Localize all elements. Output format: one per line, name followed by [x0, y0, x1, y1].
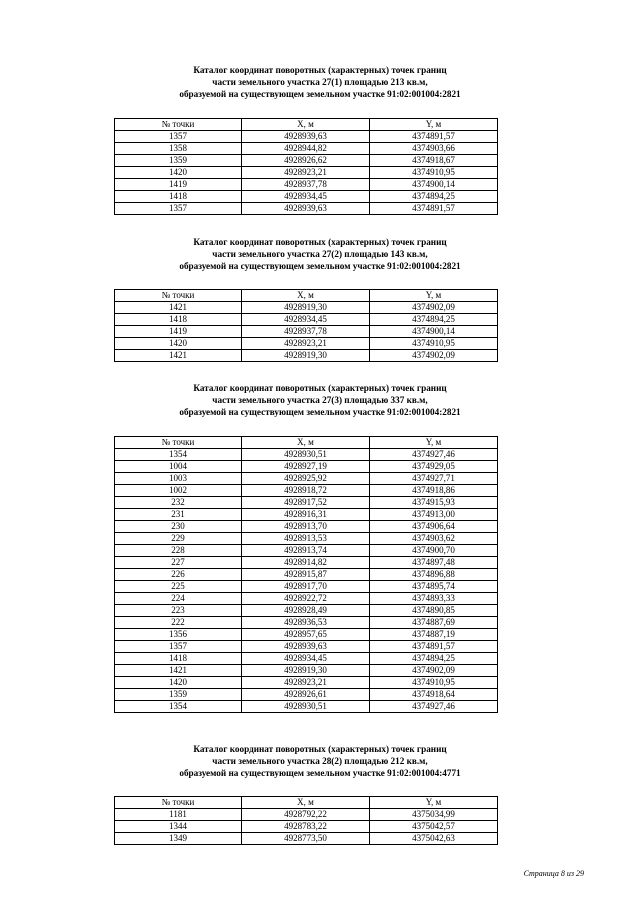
y-cell: 4374918,67 [370, 155, 498, 167]
y-cell: 4374900,14 [370, 179, 498, 191]
table-row [115, 821, 498, 833]
y-cell: 4374903,66 [370, 143, 498, 155]
point-number-cell: 1004 [115, 461, 242, 473]
coordinates-table [114, 436, 498, 713]
page-number: Страница 8 из 29 [523, 869, 584, 878]
table-row [115, 155, 498, 167]
x-cell: 4928936,53 [242, 617, 370, 629]
y-header: Y, м [370, 797, 498, 809]
y-cell: 4374896,88 [370, 569, 498, 581]
heading-line: части земельного участка 28(2) площадью 212 кв.м, [212, 756, 428, 767]
table-row [115, 833, 498, 845]
table-row [115, 605, 498, 617]
heading-line: части земельного участка 27(1) площадью 213 кв.м, [212, 77, 428, 88]
x-cell: 4928922,72 [242, 593, 370, 605]
heading-line: части земельного участка 27(3) площадью 337 кв.м, [212, 395, 428, 406]
x-cell: 4928919,30 [242, 665, 370, 677]
y-cell: 4375042,57 [370, 821, 498, 833]
heading-line: образуемой на существующем земельном участке 91:02:001004:2821 [179, 407, 461, 418]
table-header-row [115, 290, 498, 302]
y-cell: 4374929,05 [370, 461, 498, 473]
point-number-cell: 1356 [115, 629, 242, 641]
y-header: Y, м [370, 290, 498, 302]
table-header-row [115, 797, 498, 809]
point-number-cell: 1418 [115, 191, 242, 203]
x-cell: 4928957,65 [242, 629, 370, 641]
coordinates-table [114, 289, 498, 362]
y-cell: 4374903,62 [370, 533, 498, 545]
point-number-cell: 1418 [115, 653, 242, 665]
y-cell: 4374918,86 [370, 485, 498, 497]
x-cell: 4928934,45 [242, 314, 370, 326]
heading-line: Каталог координат поворотных (характерных) точек границ [193, 383, 447, 393]
point-number-cell: 1418 [115, 314, 242, 326]
y-cell: 4374887,69 [370, 617, 498, 629]
point-number-cell: 1357 [115, 131, 242, 143]
heading-line: образуемой на существующем земельном участке 91:02:001004:2821 [179, 89, 461, 100]
table-row [115, 653, 498, 665]
table-row [115, 338, 498, 350]
x-cell: 4928914,82 [242, 557, 370, 569]
x-cell: 4928926,61 [242, 689, 370, 701]
table-row [115, 350, 498, 362]
x-cell: 4928944,82 [242, 143, 370, 155]
coordinates-table [114, 796, 498, 845]
table-row [115, 581, 498, 593]
y-cell: 4374902,09 [370, 350, 498, 362]
table-row [115, 545, 498, 557]
x-cell: 4928913,74 [242, 545, 370, 557]
x-cell: 4928934,45 [242, 653, 370, 665]
x-cell: 4928928,49 [242, 605, 370, 617]
table-row [115, 569, 498, 581]
x-cell: 4928939,63 [242, 641, 370, 653]
table-row [115, 509, 498, 521]
point-number-cell: 228 [115, 545, 242, 557]
y-cell: 4374894,25 [370, 314, 498, 326]
y-cell: 4374927,46 [370, 449, 498, 461]
x-cell: 4928925,92 [242, 473, 370, 485]
x-cell: 4928918,72 [242, 485, 370, 497]
point-number-cell: 222 [115, 617, 242, 629]
table-row [115, 677, 498, 689]
x-cell: 4928913,53 [242, 533, 370, 545]
table-row [115, 473, 498, 485]
table-row [115, 617, 498, 629]
x-cell: 4928937,78 [242, 179, 370, 191]
x-cell: 4928917,70 [242, 581, 370, 593]
x-cell: 4928916,31 [242, 509, 370, 521]
table-row [115, 302, 498, 314]
y-cell: 4374906,64 [370, 521, 498, 533]
table-row [115, 557, 498, 569]
y-cell: 4374902,09 [370, 665, 498, 677]
point-number-cell: 1421 [115, 302, 242, 314]
heading-line: образуемой на существующем земельном участке 91:02:001004:4771 [179, 768, 461, 779]
table-row [115, 326, 498, 338]
point-number-cell: 1002 [115, 485, 242, 497]
point-number-cell: 1344 [115, 821, 242, 833]
table-row [115, 641, 498, 653]
x-cell: 4928913,70 [242, 521, 370, 533]
table-header-row [115, 437, 498, 449]
heading-line: образуемой на существующем земельном участке 91:02:001004:2821 [179, 261, 461, 272]
x-cell: 4928927,19 [242, 461, 370, 473]
table-row [115, 809, 498, 821]
table-row [115, 143, 498, 155]
point-number-cell: 227 [115, 557, 242, 569]
table-row [115, 665, 498, 677]
point-number-cell: 226 [115, 569, 242, 581]
x-cell: 4928923,21 [242, 338, 370, 350]
table-row [115, 533, 498, 545]
point-number-header: № точки [115, 797, 242, 809]
y-cell: 4374918,64 [370, 689, 498, 701]
y-cell: 4374902,09 [370, 302, 498, 314]
table-row [115, 521, 498, 533]
x-cell: 4928926,62 [242, 155, 370, 167]
point-number-header: № точки [115, 290, 242, 302]
y-cell: 4374900,70 [370, 545, 498, 557]
y-cell: 4374890,85 [370, 605, 498, 617]
table-row [115, 314, 498, 326]
point-number-cell: 223 [115, 605, 242, 617]
point-number-cell: 231 [115, 509, 242, 521]
y-cell: 4374927,71 [370, 473, 498, 485]
point-number-cell: 1421 [115, 350, 242, 362]
catalog-heading [0, 64, 640, 101]
y-header: Y, м [370, 119, 498, 131]
point-number-cell: 1003 [115, 473, 242, 485]
x-cell: 4928923,21 [242, 677, 370, 689]
x-cell: 4928917,52 [242, 497, 370, 509]
x-cell: 4928919,30 [242, 302, 370, 314]
point-number-cell: 1419 [115, 326, 242, 338]
x-cell: 4928923,21 [242, 167, 370, 179]
x-cell: 4928915,87 [242, 569, 370, 581]
x-cell: 4928930,51 [242, 701, 370, 713]
y-cell: 4375034,99 [370, 809, 498, 821]
y-cell: 4374900,14 [370, 326, 498, 338]
x-cell: 4928939,63 [242, 203, 370, 215]
x-cell: 4928919,30 [242, 350, 370, 362]
point-number-cell: 224 [115, 593, 242, 605]
y-cell: 4374913,00 [370, 509, 498, 521]
point-number-cell: 225 [115, 581, 242, 593]
x-header: X, м [242, 437, 370, 449]
point-number-cell: 1357 [115, 203, 242, 215]
point-number-cell: 230 [115, 521, 242, 533]
y-cell: 4374927,46 [370, 701, 498, 713]
heading-line: части земельного участка 27(2) площадью 143 кв.м, [212, 249, 428, 260]
y-cell: 4374891,57 [370, 641, 498, 653]
y-header: Y, м [370, 437, 498, 449]
table-row [115, 179, 498, 191]
point-number-cell: 1181 [115, 809, 242, 821]
point-number-cell: 229 [115, 533, 242, 545]
x-cell: 4928773,50 [242, 833, 370, 845]
table-row [115, 701, 498, 713]
y-cell: 4374894,25 [370, 191, 498, 203]
point-number-cell: 1420 [115, 167, 242, 179]
heading-line: Каталог координат поворотных (характерных) точек границ [193, 744, 447, 754]
table-row [115, 629, 498, 641]
y-cell: 4374910,95 [370, 338, 498, 350]
table-row [115, 461, 498, 473]
y-cell: 4374891,57 [370, 203, 498, 215]
table-row [115, 167, 498, 179]
y-cell: 4374895,74 [370, 581, 498, 593]
point-number-cell: 1358 [115, 143, 242, 155]
table-row [115, 191, 498, 203]
point-number-cell: 1420 [115, 677, 242, 689]
catalog-heading [0, 743, 640, 780]
y-cell: 4375042,63 [370, 833, 498, 845]
point-number-cell: 1357 [115, 641, 242, 653]
table-header-row [115, 119, 498, 131]
catalog-heading [0, 382, 640, 419]
heading-line: Каталог координат поворотных (характерных) точек границ [193, 237, 447, 247]
point-number-header: № точки [115, 437, 242, 449]
x-header: X, м [242, 290, 370, 302]
table-row [115, 689, 498, 701]
table-row [115, 449, 498, 461]
point-number-cell: 1354 [115, 449, 242, 461]
x-cell: 4928934,45 [242, 191, 370, 203]
table-row [115, 485, 498, 497]
point-number-cell: 232 [115, 497, 242, 509]
y-cell: 4374915,93 [370, 497, 498, 509]
x-cell: 4928937,78 [242, 326, 370, 338]
x-cell: 4928792,22 [242, 809, 370, 821]
point-number-cell: 1359 [115, 689, 242, 701]
table-row [115, 497, 498, 509]
x-cell: 4928930,51 [242, 449, 370, 461]
y-cell: 4374891,57 [370, 131, 498, 143]
y-cell: 4374893,33 [370, 593, 498, 605]
heading-line: Каталог координат поворотных (характерных) точек границ [193, 65, 447, 75]
x-header: X, м [242, 119, 370, 131]
point-number-header: № точки [115, 119, 242, 131]
catalog-heading [0, 236, 640, 273]
x-cell: 4928939,63 [242, 131, 370, 143]
point-number-cell: 1419 [115, 179, 242, 191]
y-cell: 4374894,25 [370, 653, 498, 665]
y-cell: 4374887,19 [370, 629, 498, 641]
table-row [115, 593, 498, 605]
point-number-cell: 1359 [115, 155, 242, 167]
y-cell: 4374897,48 [370, 557, 498, 569]
y-cell: 4374910,95 [370, 167, 498, 179]
point-number-cell: 1420 [115, 338, 242, 350]
y-cell: 4374910,95 [370, 677, 498, 689]
point-number-cell: 1349 [115, 833, 242, 845]
coordinates-table [114, 118, 498, 215]
table-row [115, 203, 498, 215]
point-number-cell: 1421 [115, 665, 242, 677]
table-row [115, 131, 498, 143]
point-number-cell: 1354 [115, 701, 242, 713]
x-cell: 4928783,22 [242, 821, 370, 833]
x-header: X, м [242, 797, 370, 809]
